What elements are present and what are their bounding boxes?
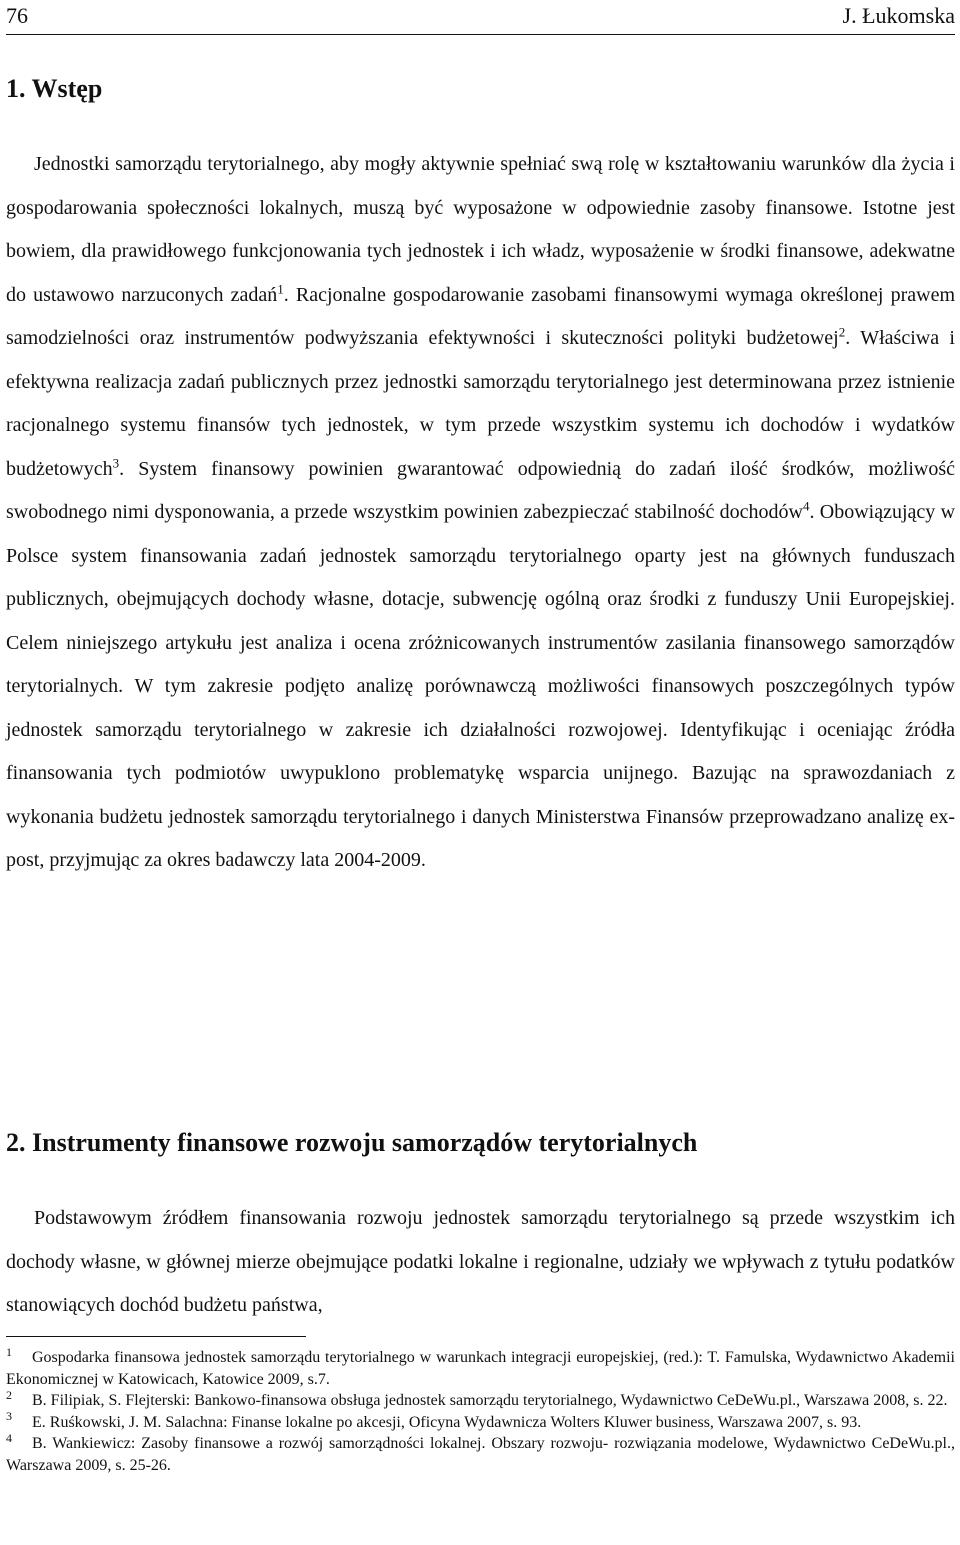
footnote	[6, 1344, 955, 1390]
paragraph-text: . System finansowy powinien gwarantować odpowiednią do zadań ilość środków, możliwość swobodnego nimi dysponowania, a przede wszystkim powinien zabezpieczać stabilność dochodów	[6, 457, 955, 523]
footnote-text: B. Filipiak, S. Flejterski: Bankowo-finansowa obsługa jednostek samorządu terytorialnego, Wydawnictwo CeDeWu.pl., Warszawa 2008, s. 22.	[32, 1392, 948, 1410]
footnote-ref[interactable]: 4	[802, 498, 810, 514]
running-author: J. Łukomska	[842, 3, 955, 28]
footnote-text: B. Wankiewicz: Zasoby finansowe a rozwój samorządności lokalnej. Obszary rozwoju- rozwiązania modelowe, Wydawnictwo CeDeWu.pl., Warszawa 2009, s. 25-26.	[6, 1435, 955, 1474]
footnote-number: 1	[6, 1344, 12, 1359]
footnote-ref[interactable]: 2	[838, 324, 846, 340]
instruments-paragraph: Podstawowym źródłem finansowania rozwoju jednostek samorządu terytorialnego są przede wszystkim ich dochody własne, w głównej mierze obejmujące podatki lokalne i regionalne, udziały we wpływach z tytułu podatków stanowiących dochód budżetu państwa,	[6, 1207, 955, 1316]
paragraph-text: . Racjonalne gospodarowanie zasobami finansowymi wymaga określonej prawem samodzielności oraz instrumentów podwyższania efektywności i skuteczności polityki budżetowej	[6, 283, 956, 349]
footnote-separator	[6, 1336, 306, 1337]
introduction-paragraph	[6, 143, 955, 883]
paragraph-text: . Właściwa i efektywna realizacja zadań publicznych przez jednostki samorządu terytorialnego jest determinowana przez istnienie racjonalnego systemu finansów tych jednostek, w tym przede wszystkim systemu ich dochodów i wydatków budżetowych	[6, 327, 955, 480]
paragraph-text: . Obowiązujący w Polsce system finansowania zadań jednostek samorządu terytorialnego oparty jest na głównych funduszach publicznych, obejmujących dochody własne, dotacje, subwencję ogólną oraz środki z funduszy Unii Europejskiej. Celem niniejszego artykułu jest analiza i ocena zróżnicowanych instrumentów zasilania finansowego samorządów terytorialnych. W tym zakresie podjęto analizę porównawczą możliwości finansowych poszczególnych typów jednostek samorządu terytorialnego w zakresie ich działalności rozwojowej. Identyfikując i oceniając źródła finansowania tych podmiotów uwypuklono problematykę wsparcia unijnego. Bazując na sprawozdaniach z wykonania budżetu jednostek samorządu terytorialnego i danych Ministerstwa Finansów przeprowadzano analizę ex-post, przyjmując za okres badawczy lata 2004-2009.	[6, 501, 956, 871]
footnote-ref[interactable]: 1	[277, 280, 284, 296]
footnotes	[6, 1344, 955, 1477]
section-heading-instruments: 2. Instrumenty finansowe rozwoju samorządów terytorialnych	[6, 1128, 698, 1157]
page-number: 76	[6, 3, 28, 28]
section-heading-introduction: 1. Wstęp	[6, 74, 103, 103]
paragraph-text: Jednostki samorządu terytorialnego, aby mogły aktywnie spełniać swą rolę w kształtowaniu warunków dla życia i gospodarowania społeczności lokalnych, muszą być wyposażone w odpowiednie zasoby finansowe. Istotne jest bowiem, dla prawidłowego funkcjonowania tych jednostek i ich władz, wyposażenie w środki finansowe, adekwatne do ustawowo narzuconych zadań	[6, 153, 955, 306]
footnote-ref[interactable]: 3	[112, 454, 120, 470]
footnote-number: 3	[6, 1409, 12, 1424]
footnote-number: 2	[6, 1387, 12, 1402]
footnote	[6, 1409, 955, 1434]
footnote-number: 4	[6, 1431, 12, 1446]
running-header	[6, 0, 955, 35]
footnote-text: E. Ruśkowski, J. M. Salachna: Finanse lokalne po akcesji, Oficyna Wydawnicza Wolters Kluwer business, Warszawa 2007, s. 93.	[32, 1413, 862, 1431]
footnote	[6, 1433, 955, 1476]
footnote-text: Gospodarka finansowa jednostek samorządu terytorialnego w warunkach integracji europejskiej, (red.): T. Famulska, Wydawnictwo Akademii Ekonomicznej w Katowicach, Katowice 2009, s.7.	[6, 1349, 955, 1388]
footnote	[6, 1387, 955, 1412]
